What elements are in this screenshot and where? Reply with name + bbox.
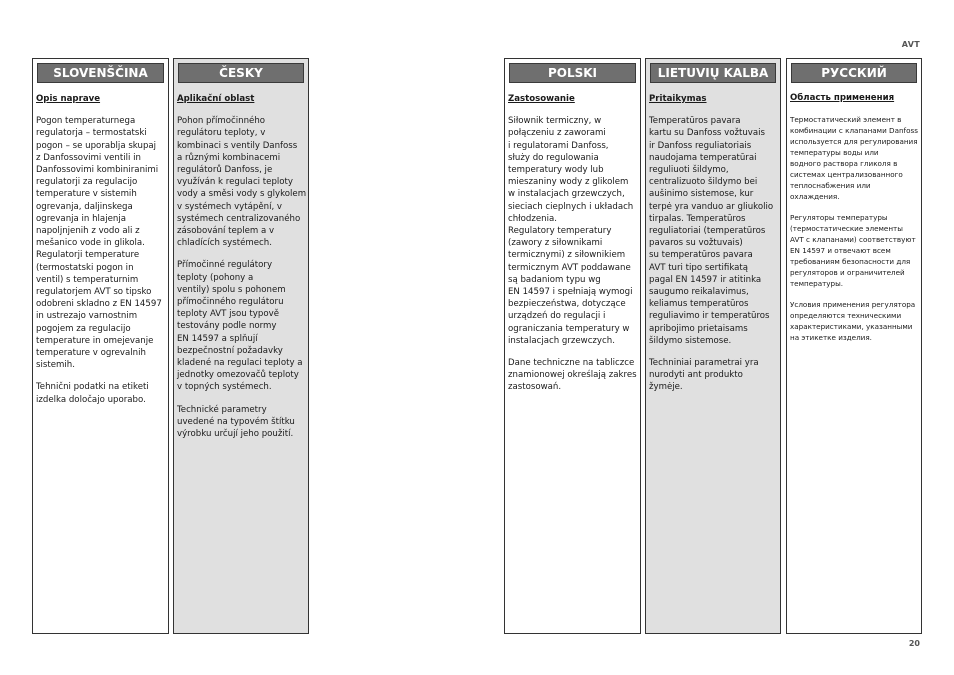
text-line: służy do regulowania — [508, 152, 599, 163]
text-line: bezpečnostní požadavky — [177, 345, 283, 356]
column-heading: РУССКИЙ — [791, 63, 917, 83]
text-line: sieciach cieplnych i układach — [508, 201, 634, 212]
paragraph — [508, 115, 637, 347]
text-line: terpė yra vanduo ar gliukolio — [649, 201, 774, 212]
paragraphs — [649, 115, 777, 393]
text-line: Pohon přímočinného — [177, 116, 266, 127]
section-title: Aplikační oblast — [177, 94, 255, 104]
text-line: sistemih. — [36, 360, 75, 371]
section-title: Opis naprave — [36, 94, 101, 104]
text-line: napoljnjenih z vodo ali z — [36, 226, 140, 237]
text-line: termicznym AVT poddawane — [508, 262, 631, 273]
text-line: regulátorů Danfoss, je — [177, 165, 273, 176]
paragraph — [177, 259, 305, 393]
text-line: температуры воды или — [790, 148, 879, 157]
text-line: reguliatoriai (temperatūros — [649, 226, 766, 237]
text-line: regulatorjem AVT so tipsko — [36, 287, 152, 298]
text-line: reguliuoti šildymo, — [649, 165, 729, 176]
text-line: v topných systémech. — [177, 382, 272, 393]
text-line: ventily) spolu s pohonem — [177, 284, 286, 295]
text-line: są badaniom typu wg — [508, 274, 601, 285]
text-line: chłodzenia. — [508, 213, 557, 224]
text-line: Přímočinné regulátory — [177, 260, 273, 271]
text-line: используется для регулирования — [790, 137, 918, 146]
paragraphs — [508, 115, 637, 393]
text-line: i regulatorami Danfoss, — [508, 140, 609, 151]
text-line: EN 14597 a splňují — [177, 333, 258, 344]
section-title: Область применения — [790, 93, 895, 103]
text-line: temperature v ogrevalnih — [36, 348, 146, 359]
text-line: uvedené na typovém štítku — [177, 416, 295, 427]
text-line: zastosowań. — [508, 382, 562, 393]
text-line: zásobování teplem a v — [177, 226, 275, 237]
text-line: системах централизованного — [790, 170, 903, 179]
text-line: temperatury wody lub — [508, 165, 604, 176]
paragraph — [177, 404, 305, 441]
paragraph — [790, 212, 918, 289]
text-line: regulatorji za regulacijo — [36, 177, 138, 188]
paragraph — [36, 381, 165, 405]
column-body — [649, 93, 777, 404]
column-body — [508, 93, 637, 404]
column-russkiy — [786, 58, 922, 634]
text-line: Regulatory temperatury — [508, 226, 612, 237]
text-line: bezpieczeństwa, dotyczące — [508, 299, 626, 310]
text-line: ogrevanja, daljinskega — [36, 201, 133, 212]
paragraph — [649, 115, 777, 347]
column-body — [177, 93, 305, 450]
text-line: kladené na regulaci teploty a — [177, 358, 303, 369]
text-line: z Danfossovimi ventili in — [36, 152, 141, 163]
column-body — [36, 93, 165, 416]
text-line: kartu su Danfoss vožtuvais — [649, 128, 766, 139]
text-line: охлаждения. — [790, 192, 840, 201]
paragraphs — [177, 115, 305, 440]
column-heading: POLSKI — [509, 63, 636, 83]
text-line: teploty (pohony a — [177, 272, 254, 283]
text-line: (термостатические элементы — [790, 224, 903, 233]
text-line: naudojama temperatūrai — [649, 152, 757, 163]
text-line: połączeniu z zaworami — [508, 128, 606, 139]
text-line: Регуляторы температуры — [790, 213, 888, 222]
text-line: требованиям безопасности для — [790, 257, 911, 266]
text-line: mieszaniny wody z glikolem — [508, 177, 629, 188]
text-line: a různými kombinacemi — [177, 152, 281, 163]
text-line: systémech centralizovaného — [177, 213, 301, 224]
text-line: reguliavimo ir temperatūros — [649, 311, 770, 322]
text-line: EN 14597 i spełniają wymogi — [508, 287, 633, 298]
text-line: w instalacjach grzewczych, — [508, 189, 625, 200]
text-line: temperature in omejevanje — [36, 335, 154, 346]
column-cesky — [173, 58, 309, 634]
paragraph — [177, 115, 305, 249]
text-line: aušinimo sistemose, kur — [649, 189, 754, 200]
text-line: водного раствора гликоля в — [790, 159, 898, 168]
text-line: Условия применения регулятора — [790, 300, 916, 309]
text-line: ir Danfoss reguliatoriais — [649, 140, 752, 151]
text-line: на этикетке изделия. — [790, 333, 872, 342]
text-line: saugumo reikalavimus, — [649, 287, 749, 298]
paragraph — [790, 114, 918, 202]
text-line: znamionowej określają zakres — [508, 370, 637, 381]
text-line: výrobku určují jeho použití. — [177, 429, 294, 440]
text-line: v systémech vytápění, v — [177, 201, 283, 212]
text-line: regulátoru teploty, v — [177, 128, 266, 139]
text-line: Термостатический элемент в — [790, 115, 902, 124]
text-line: pogojem za regulacijo — [36, 323, 131, 334]
text-line: комбинации с клапанами Danfoss — [790, 126, 918, 135]
text-line: (termostatski pogon in — [36, 262, 134, 273]
page-number: 20 — [908, 639, 920, 648]
text-line: Siłownik termiczny, w — [508, 116, 602, 127]
text-line: apribojimo prietaisams — [649, 323, 748, 334]
text-line: ventil) s temperaturnim — [36, 274, 139, 285]
text-line: ogrevanja in hlajenja — [36, 213, 126, 224]
text-line: izdelka določajo uporabo. — [36, 394, 146, 405]
product-code: AVT — [901, 40, 920, 49]
column-slovenscina — [32, 58, 169, 634]
text-line: využíván k regulaci teploty — [177, 177, 293, 188]
text-line: EN 14597 и отвечают всем — [790, 246, 891, 255]
text-line: tirpalas. Temperatūros — [649, 213, 746, 224]
text-line: žymėje. — [649, 382, 683, 393]
text-line: AVT turi tipo sertifikatą — [649, 262, 749, 273]
text-line: Pogon temperaturnega — [36, 116, 136, 127]
text-line: Danfossovimi kombiniranimi — [36, 165, 159, 176]
text-line: testovány podle normy — [177, 321, 277, 332]
text-line: (zawory z siłownikami — [508, 238, 603, 249]
paragraphs — [36, 115, 165, 406]
text-line: регуляторов и ограничителей — [790, 268, 905, 277]
text-line: Techniniai parametrai yra — [649, 358, 759, 369]
text-line: AVT с клапанами) соответствуют — [790, 235, 916, 244]
text-line: pagal EN 14597 ir atitinka — [649, 274, 762, 285]
text-line: urządzeń do regulacji i — [508, 311, 606, 322]
column-heading: SLOVENŠČINA — [37, 63, 164, 83]
text-line: centralizuoto šildymo bei — [649, 177, 758, 188]
text-line: přímočinného regulátoru — [177, 297, 284, 308]
text-line: teploty AVT jsou typově — [177, 309, 279, 320]
column-heading: LIETUVIŲ KALBA — [650, 63, 776, 83]
text-line: mešanico vode in glikola. — [36, 238, 145, 249]
paragraph — [36, 115, 165, 371]
section-title: Pritaikymas — [649, 94, 707, 104]
text-line: определяются техническими — [790, 311, 902, 320]
text-line: pavaros su vožtuvais) — [649, 238, 743, 249]
paragraph — [649, 357, 777, 394]
text-line: nurodyti ant produkto — [649, 370, 743, 381]
text-line: temperature v sistemih — [36, 189, 137, 200]
column-body — [790, 93, 918, 353]
text-line: характеристиками, указанными — [790, 322, 913, 331]
text-line: теплоснабжения или — [790, 181, 871, 190]
text-line: ograniczania temperatury w — [508, 323, 630, 334]
column-heading: ČESKY — [178, 63, 304, 83]
column-polski — [504, 58, 641, 634]
section-title: Zastosowanie — [508, 94, 575, 104]
paragraphs — [790, 114, 918, 343]
text-line: jednotky omezovačů teploty — [177, 370, 299, 381]
text-line: šildymo sistemose. — [649, 335, 732, 346]
text-line: keliamus temperatūros — [649, 299, 749, 310]
column-lietuviu — [645, 58, 781, 634]
text-line: Dane techniczne na tabliczce — [508, 358, 635, 369]
text-line: instalacjach grzewczych. — [508, 335, 615, 346]
text-line: kombinaci s ventily Danfoss — [177, 140, 298, 151]
text-line: pogon – se uporablja skupaj — [36, 140, 157, 151]
text-line: regulatorja – termostatski — [36, 128, 147, 139]
text-line: Tehnični podatki na etiketi — [36, 382, 149, 393]
text-line: su temperatūros pavara — [649, 250, 753, 261]
text-line: termicznymi) z siłownikiem — [508, 250, 626, 261]
text-line: температуры. — [790, 279, 844, 288]
text-line: Temperatūros pavara — [649, 116, 741, 127]
text-line: odobreni skladno z EN 14597 — [36, 299, 162, 310]
text-line: Regulatorji temperature — [36, 250, 140, 261]
text-line: in ustrezajo varnostnim — [36, 311, 138, 322]
text-line: chladících systémech. — [177, 238, 272, 249]
text-line: Technické parametry — [177, 404, 267, 415]
paragraph — [508, 357, 637, 394]
paragraph — [790, 299, 918, 343]
text-line: vody a směsi vody s glykolem — [177, 189, 307, 200]
